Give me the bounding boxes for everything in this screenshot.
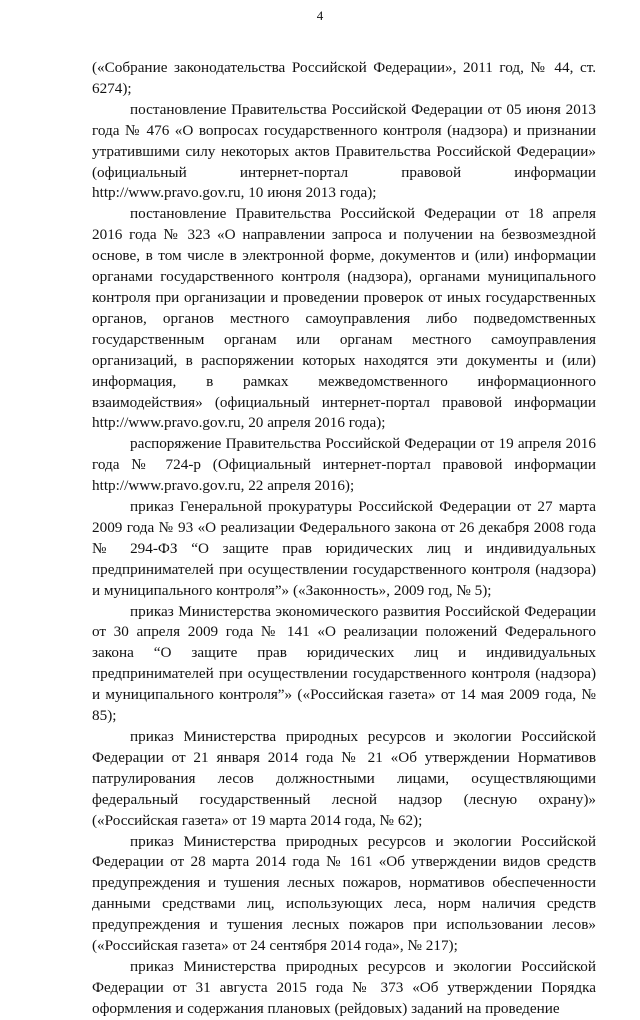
paragraph-nature-order-373: приказ Министерства природных ресурсов и экологии Российской Федерации от 31 августа 2015 года № 373 «Об утверждении Порядка оформления и содержания плановых (рейдовых) заданий на проведение bbox=[92, 957, 596, 1017]
paragraph-economy-order-141: приказ Министерства экономического развития Российской Федерации от 30 апреля 2009 года № 141 «О реализации положений Федерального закона “О защите прав юридических лиц и индивидуальных предпринимателей при осуществлении государственного контроля (надзора) и муниципального контроля”» («Российская газета» от 14 мая 2009 года, № 85); bbox=[92, 602, 596, 725]
paragraph-continuation: («Собрание законодательства Российской Федерации», 2011 год, № 44, ст. 6274); bbox=[92, 59, 596, 97]
paragraph-prosecutor-order-93: приказ Генеральной прокуратуры Российской Федерации от 27 марта 2009 года № 93 «О реализации Федерального закона от 26 декабря 2008 года № 294-ФЗ “О защите прав юридических лиц и индивидуальных предпринимателей при осуществлении государственного контроля (надзора) и муниципального контроля”» («Законность», 2009 год, № 5); bbox=[92, 498, 596, 599]
document-body bbox=[92, 58, 596, 1020]
paragraph-decree-476: постановление Правительства Российской Федерации от 05 июня 2013 года № 476 «О вопросах государственного контроля (надзора) и признании утратившими силу некоторых актов Правительства Российской Федерации» (официальный интернет-портал правовой информации http://www.pravo.gov.ru, 10 июня 2013 года); bbox=[92, 100, 596, 202]
paragraph-nature-order-161: приказ Министерства природных ресурсов и экологии Российской Федерации от 28 марта 2014 года № 161 «Об утверждении видов средств предупреждения и тушения лесных пожаров, нормативов обеспеченности данными средствами лиц, использующих леса, норм наличия средств предупреждения и тушения лесных пожаров при использовании лесов» («Российская газета» от 24 сентября 2014 года», № 217); bbox=[92, 832, 596, 955]
paragraph-decree-323: постановление Правительства Российской Федерации от 18 апреля 2016 года № 323 «О направлении запроса и получении на безвозмездной основе, в том числе в электронной форме, документов и (или) информации органами государственного контроля (надзора), органами муниципального контроля при организации и проведении проверок от иных государственных органов, органов местного самоуправления либо подведомственных государственным органам или органам местного самоуправления организаций, в распоряжении которых находятся эти документы и (или) информация, в рамках межведомственного информационного взаимодействия» (официальный интернет-портал правовой информации http://www.pravo.gov.ru, 20 апреля 2016 года); bbox=[92, 205, 596, 432]
page-number: 4 bbox=[316, 8, 324, 23]
paragraph-nature-order-21: приказ Министерства природных ресурсов и экологии Российской Федерации от 21 января 2014 года № 21 «Об утверждении Нормативов патрулирования лесов должностными лицами, осуществляющими федеральный государственный лесной надзор (лесную охрану)» («Российская газета» от 19 марта 2014 года, № 62); bbox=[92, 728, 596, 829]
paragraph-order-724r: распоряжение Правительства Российской Федерации от 19 апреля 2016 года № 724-р (Официальный интернет-портал правовой информации http://www.pravo.gov.ru, 22 апреля 2016); bbox=[92, 435, 596, 495]
